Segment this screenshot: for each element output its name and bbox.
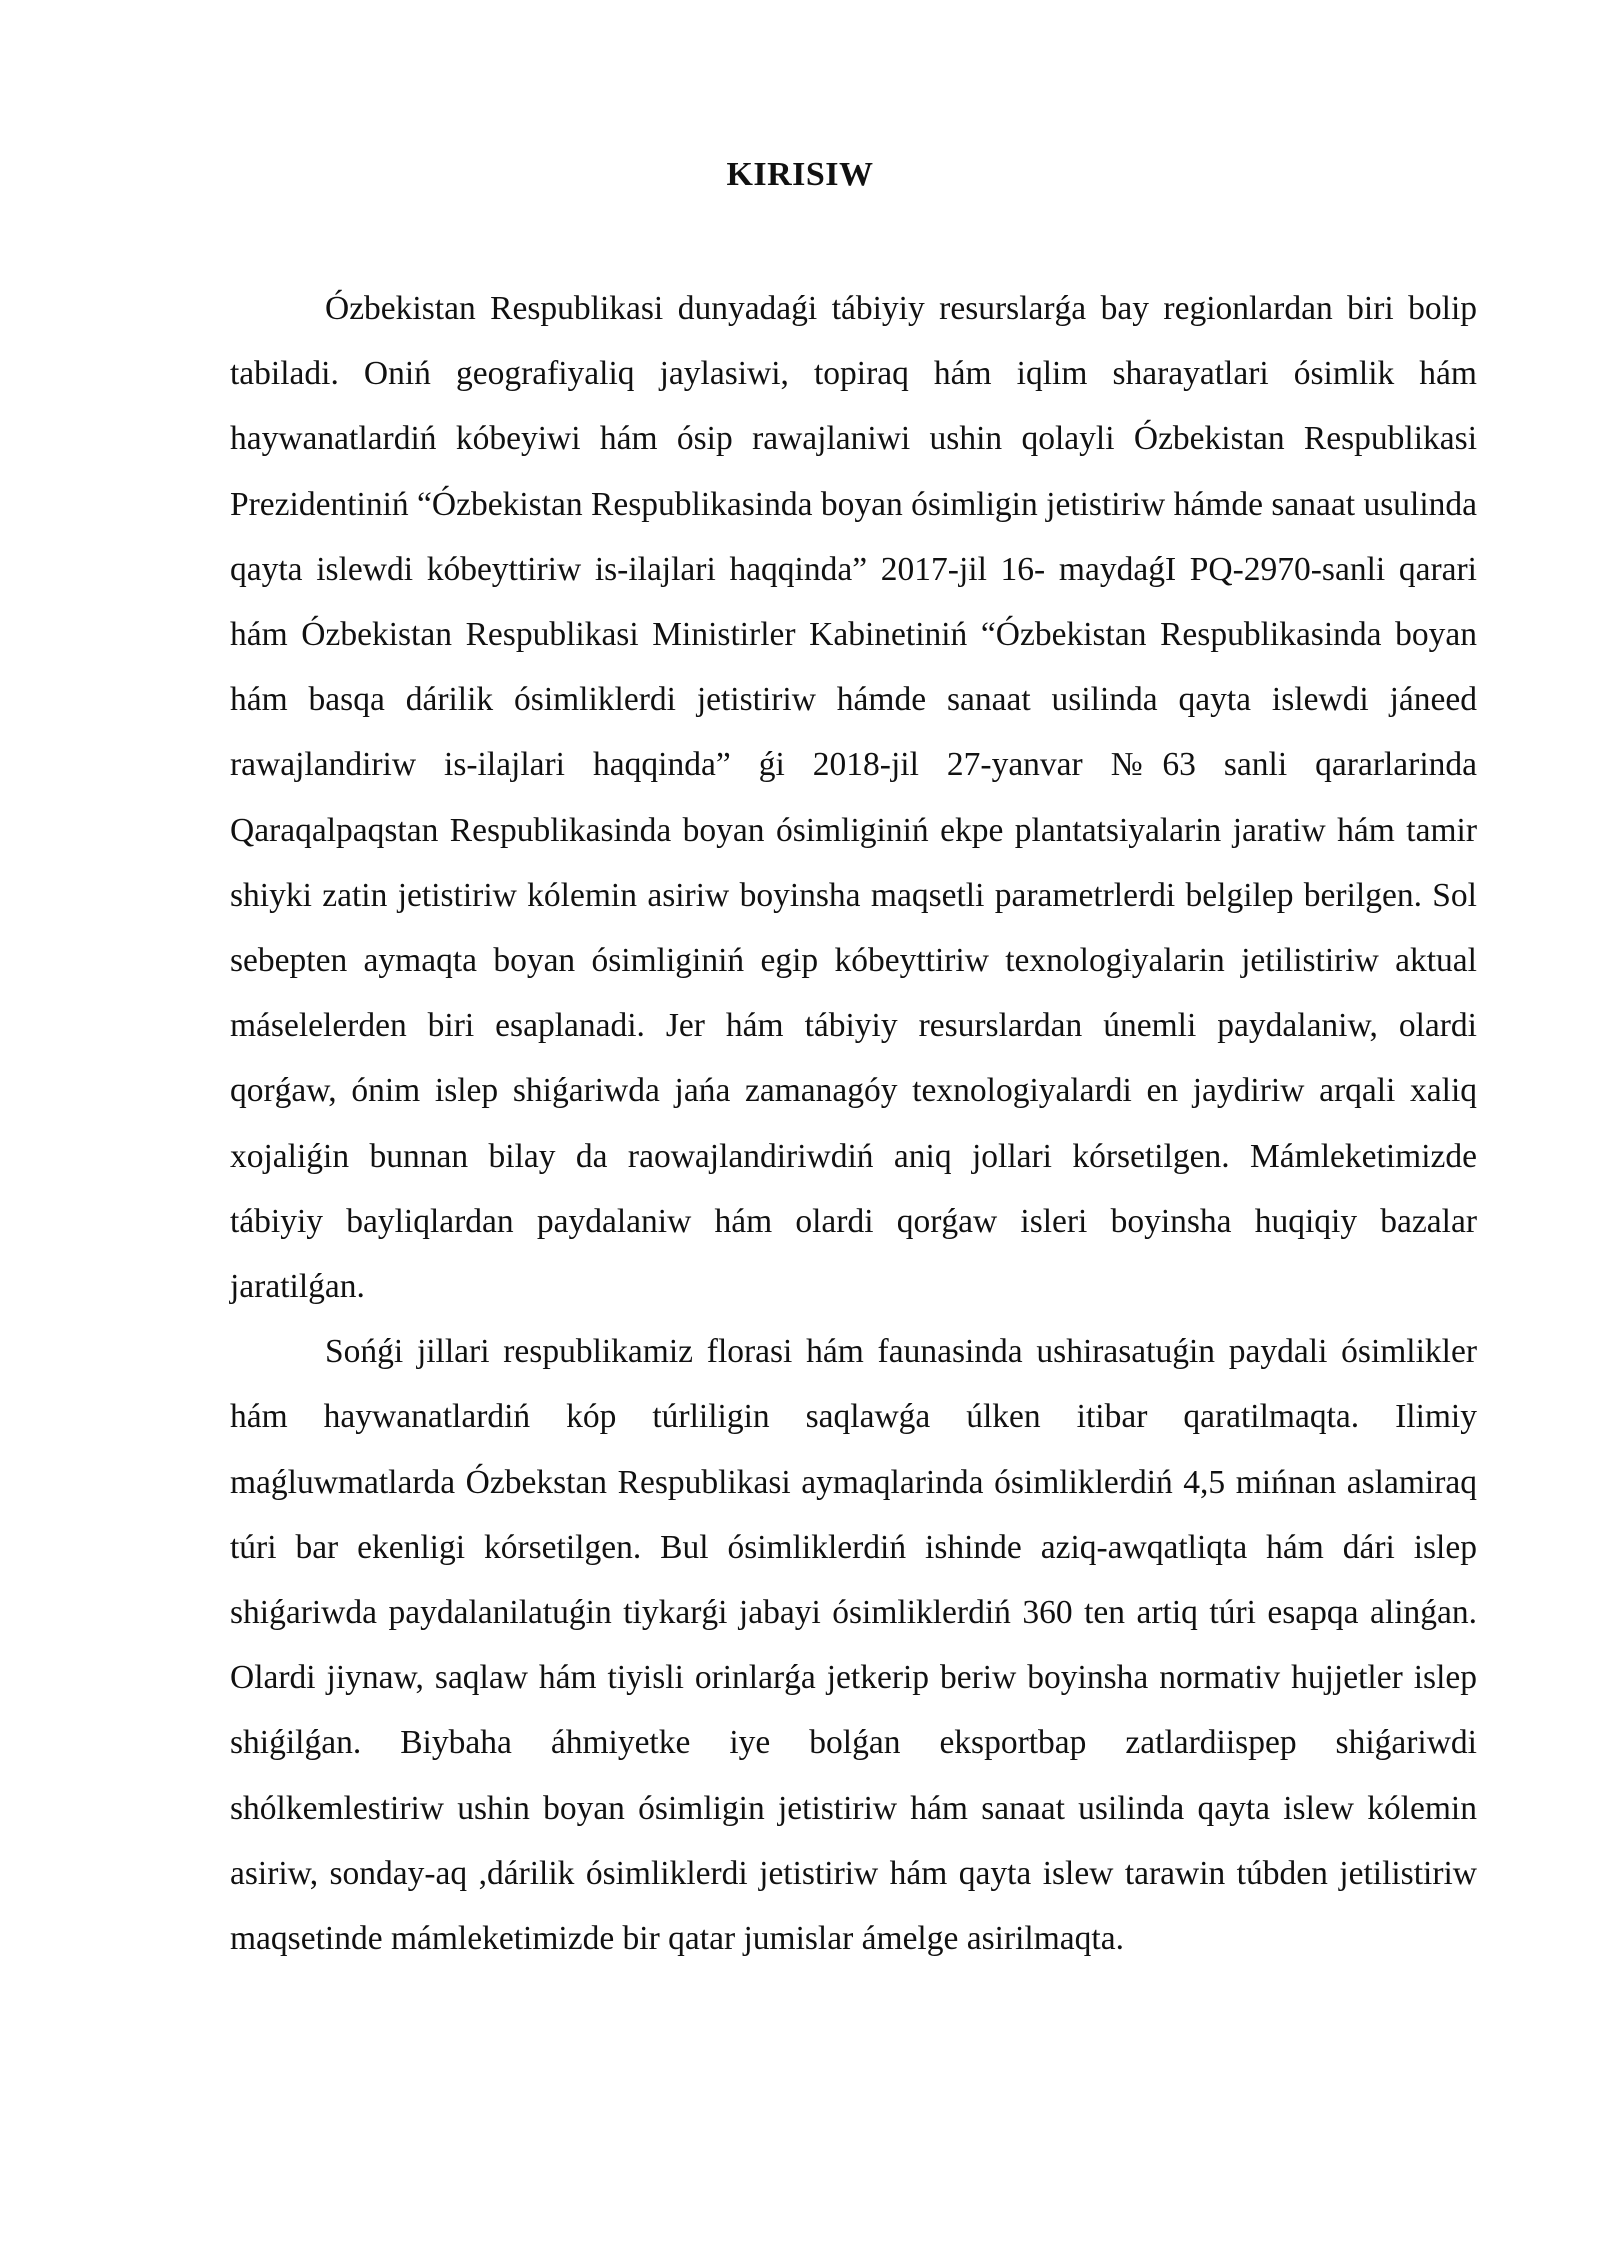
paragraph-1: Ózbekistan Respublikasi dunyadaǵi tábiyiy resurslarǵa bay regionlardan biri bolip tabiladi. Oniń geografiyaliq jaylasiwi, topiraq hám iqlim sharayatlari ósimlik hám haywanatlardiń kóbeyiwi hám ósip rawajlaniwi ushin qolayli Ózbekistan Respublikasi Prezidentiniń “Ózbekistan Respublikasinda boyan ósimligin jetistiriw hámde sanaat usulinda qayta islewdi kóbeyttiriw is-ilajlari haqqinda” 2017-jil 16- maydaǵI PQ-2970-sanli qarari hám Ózbekistan Respublikasi Ministirler Kabinetiniń “Ózbekistan Respublikasinda boyan hám basqa dárilik ósimliklerdi jetistiriw hámde sanaat usilinda qayta islewdi jáneed rawajlandiriw is-ilajlari haqqinda” ǵi 2018-jil 27-yanvar №63 sanli qararlarinda Qaraqalpaqstan Respublikasinda boyan ósimliginiń ekpe plantatsiyalarin jaratiw hám tamir shiyki zatin jetistiriw kólemin asiriw boyinsha maqsetli parametrlerdi belgilep berilgen. Sol sebepten aymaqta boyan ósimliginiń egip kóbeyttiriw texnologiyalarin jetilistiriw aktual máselelerden biri esaplanadi. Jer hám tábiyiy resurslardan únemli paydalaniw, olardi qorǵaw, ónim islep shiǵariwda jańa zamanagóy texnologiyalardi en jaydiriw arqali xaliq xojaliǵin bunnan bilay da raowajlandiriwdiń aniq jollari kórsetilgen. Mámleketimizde tábiyiy bayliqlardan paydalaniw hám olardi qorǵaw isleri boyinsha huqiqiy bazalar jaratilǵan. (230, 290, 1477, 1306)
page-title: KIRISIW (726, 156, 874, 193)
document-body (230, 276, 1477, 1971)
paragraph-2: Sońǵi jillari respublikamiz florasi hám faunasinda ushirasatuǵin paydali ósimlikler hám haywanatlardiń kóp túrliligin saqlawǵa úlken itibar qaratilmaqta. Ilimiy maǵluwmatlarda Ózbekstan Respublikasi aymaqlarinda ósimliklerdiń 4,5 mińnan aslamiraq túri bar ekenligi kórsetilgen. Bul ósimliklerdiń ishinde aziq-awqatliqta hám dári islep shiǵariwda paydalanilatuǵin tiykarǵi jabayi ósimliklerdiń 360 ten artiq túri esapqa alinǵan. Olardi jiynaw, saqlaw hám tiyisli orinlarǵa jetkerip beriw boyinsha normativ hujjetler islep shiǵilǵan. Biybaha áhmiyetke iye bolǵan eksportbap zatlardiispep shiǵariwdi shólkemlestiriw ushin boyan ósimligin jetistiriw hám sanaat usilinda qayta islew kólemin asiriw, sonday-aq ,dárilik ósimliklerdi jetistiriw hám qayta islew tarawin túbden jetilistiriw maqsetinde mámleketimizde bir qatar jumislar ámelge asirilmaqta. (230, 1333, 1477, 1958)
